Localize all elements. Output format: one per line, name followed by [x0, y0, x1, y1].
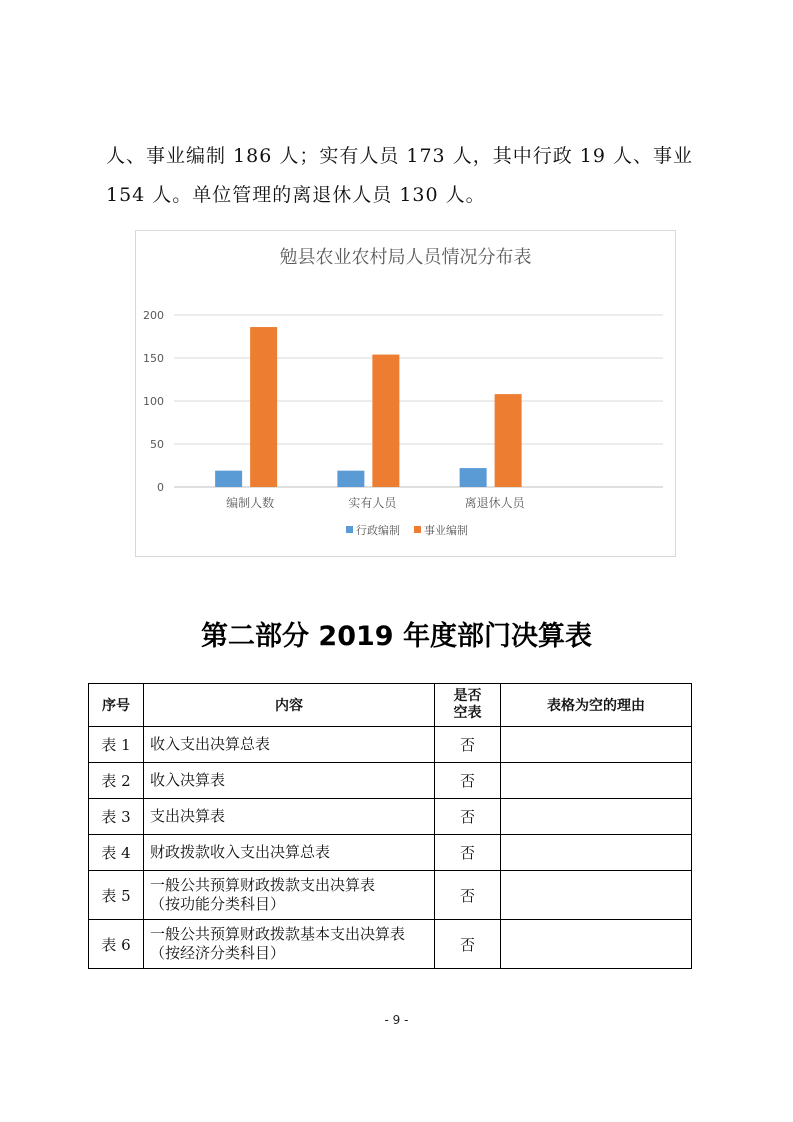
bar-admin: [215, 471, 242, 487]
row-empty: 否: [435, 871, 501, 920]
bar-institution: [372, 355, 399, 487]
row-reason: [501, 871, 692, 920]
table-row: [89, 799, 692, 835]
staff-distribution-chart: [135, 230, 676, 557]
row-empty: 否: [435, 835, 501, 871]
x-tick-label: 编制人数: [226, 496, 275, 510]
row-reason: [501, 727, 692, 763]
row-empty: 否: [435, 727, 501, 763]
table-row: [89, 727, 692, 763]
bar-admin: [337, 471, 364, 487]
row-empty: 否: [435, 920, 501, 969]
row-name: 一般公共预算财政拨款支出决算表 （按功能分类科目）: [144, 871, 435, 920]
legend-label: 事业编制: [424, 524, 468, 537]
chart-canvas: [136, 231, 677, 558]
y-tick-label: 200: [143, 309, 164, 322]
row-no: 表 5: [89, 871, 144, 920]
row-reason: [501, 799, 692, 835]
chart-title: 勉县农业农村局人员情况分布表: [279, 247, 532, 268]
row-name: 收入支出决算总表: [144, 727, 435, 763]
row-reason: [501, 763, 692, 799]
header-empty-line2: 空表: [453, 705, 482, 721]
x-tick-label: 离退休人员: [464, 496, 525, 510]
paragraph-line-1: 人、事业编制 186 人；实有人员 173 人，其中行政 19 人、事业: [106, 145, 693, 167]
bar-institution: [250, 327, 277, 487]
table-row: [89, 835, 692, 871]
table-row: [89, 920, 692, 969]
table-row: [89, 871, 692, 920]
header-empty: [435, 684, 501, 727]
bar-institution: [495, 394, 522, 487]
y-tick-label: 50: [150, 438, 164, 451]
final-accounts-table: [88, 683, 692, 969]
header-no: 序号: [89, 684, 144, 727]
row-empty: 否: [435, 763, 501, 799]
row-name: 财政拨款收入支出决算总表: [144, 835, 435, 871]
header-empty-line1: 是否: [453, 688, 482, 704]
row-no: 表 6: [89, 920, 144, 969]
legend-swatch: [346, 526, 353, 533]
row-no: 表 1: [89, 727, 144, 763]
row-no: 表 2: [89, 763, 144, 799]
y-tick-label: 0: [157, 481, 164, 494]
row-no: 表 3: [89, 799, 144, 835]
section-title: 第二部分 2019 年度部门决算表: [201, 621, 592, 652]
bar-admin: [460, 468, 487, 487]
row-name: 支出决算表: [144, 799, 435, 835]
header-reason: 表格为空的理由: [501, 684, 692, 727]
y-tick-label: 150: [143, 352, 164, 365]
row-name: 一般公共预算财政拨款基本支出决算表 （按经济分类科目）: [144, 920, 435, 969]
page-number: - 9 -: [384, 1013, 409, 1027]
legend-swatch: [414, 526, 421, 533]
row-empty: 否: [435, 799, 501, 835]
header-content: 内容: [144, 684, 435, 727]
row-name: 收入决算表: [144, 763, 435, 799]
paragraph-line-2: 154 人。单位管理的离退休人员 130 人。: [106, 184, 486, 206]
table-row: [89, 763, 692, 799]
row-reason: [501, 835, 692, 871]
row-reason: [501, 920, 692, 969]
row-no: 表 4: [89, 835, 144, 871]
table-header-row: [89, 684, 692, 727]
x-tick-label: 实有人员: [348, 496, 397, 510]
y-tick-label: 100: [143, 395, 164, 408]
legend-label: 行政编制: [356, 524, 400, 537]
